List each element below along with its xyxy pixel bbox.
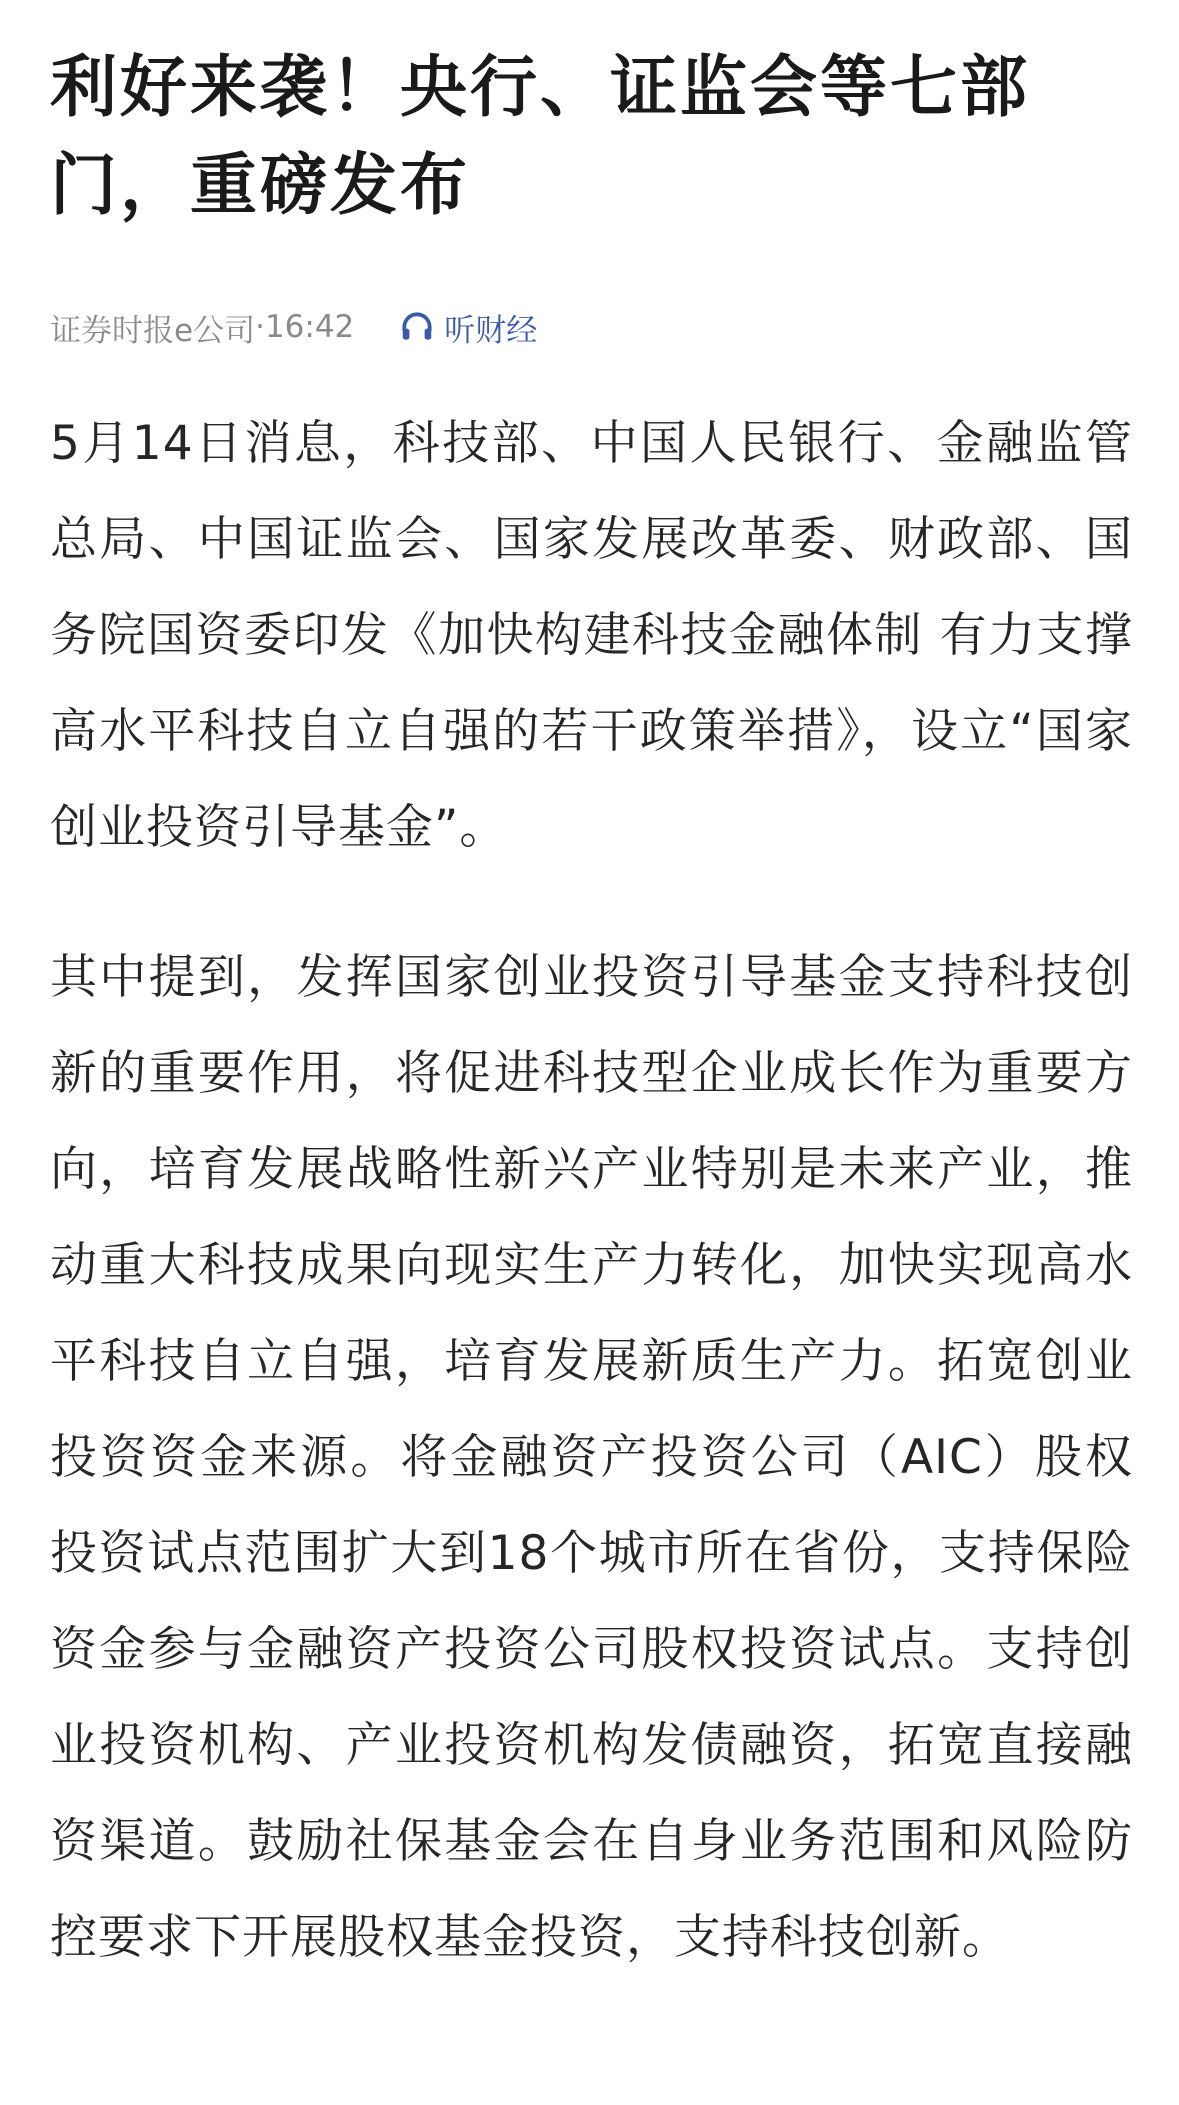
article-body	[50, 396, 1133, 1986]
headphones-icon	[398, 308, 436, 346]
source-name[interactable]: 证券时报e公司	[50, 312, 256, 349]
article-meta	[50, 304, 1133, 350]
article-title: 利好来袭！央行、证监会等七部门，重磅发布	[50, 48, 1030, 224]
listen-button[interactable]	[398, 305, 537, 350]
meta-separator: ·	[255, 309, 265, 345]
listen-label: 听财经	[444, 312, 538, 349]
article-paragraph: 5月14日消息，科技部、中国人民银行、金融监管总局、中国证监会、国家发展改革委、财政部、国务院国资委印发《加快构建科技金融体制 有力支撑高水平科技自立自强的若干政策举措》，设立“国家创业投资引导基金”。	[50, 416, 1133, 855]
article-paragraph: 其中提到，发挥国家创业投资引导基金支持科技创新的重要作用，将促进科技型企业成长作为重要方向，培育发展战略性新兴产业特别是未来产业，推动重大科技成果向现实生产力转化，加快实现高水平科技自立自强，培育发展新质生产力。拓宽创业投资资金来源。将金融资产投资公司（AIC）股权投资试点范围扩大到18个城市所在省份，支持保险资金参与金融资产投资公司股权投资试点。支持创业投资机构、产业投资机构发债融资，拓宽直接融资渠道。鼓励社保基金会在自身业务范围和风险防控要求下开展股权基金投资，支持科技创新。	[50, 950, 1133, 1965]
publish-time: 16:42	[264, 309, 355, 345]
